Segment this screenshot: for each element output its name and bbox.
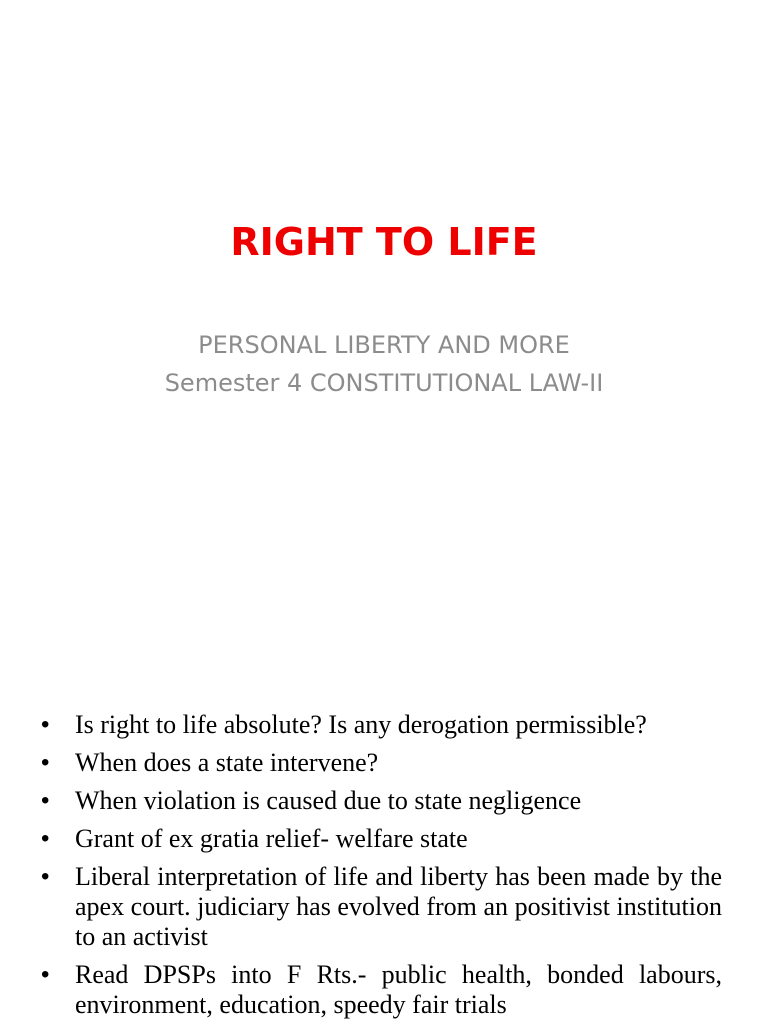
bullet-marker: •	[41, 749, 50, 776]
bullet-item	[0, 748, 768, 778]
bullet-marker: •	[41, 711, 50, 738]
slide-subtitle-line-2: Semester 4 CONSTITUTIONAL LAW-II	[164, 369, 604, 397]
bullet-text: When does a state intervene?	[75, 748, 379, 777]
bullet-text: Grant of ex gratia relief- welfare state	[75, 824, 468, 853]
bullet-text: When violation is caused due to state negligence	[75, 786, 582, 815]
bullet-item	[0, 786, 768, 816]
slide-title: RIGHT TO LIFE	[230, 220, 538, 264]
bullet-item	[0, 960, 768, 1020]
bullet-list	[0, 710, 768, 1028]
bullet-item	[0, 710, 768, 740]
bullet-marker: •	[41, 961, 50, 988]
bullet-item	[0, 862, 768, 952]
slide-subtitle-line-1: PERSONAL LIBERTY AND MORE	[198, 331, 570, 359]
bullet-text: Read DPSPs into F Rts.- public health, bonded labours, environment, education, speedy fair trials	[75, 960, 722, 1019]
bullet-marker: •	[41, 787, 50, 814]
bullet-text: Is right to life absolute? Is any derogation permissible?	[75, 710, 647, 739]
bullet-marker: •	[41, 825, 50, 852]
bullet-marker: •	[41, 863, 50, 890]
bullet-slide	[0, 576, 768, 1024]
bullet-item	[0, 824, 768, 854]
bullet-text: Liberal interpretation of life and liberty has been made by the apex court. judiciary has evolved from an positivist institution to an activist	[75, 862, 722, 951]
